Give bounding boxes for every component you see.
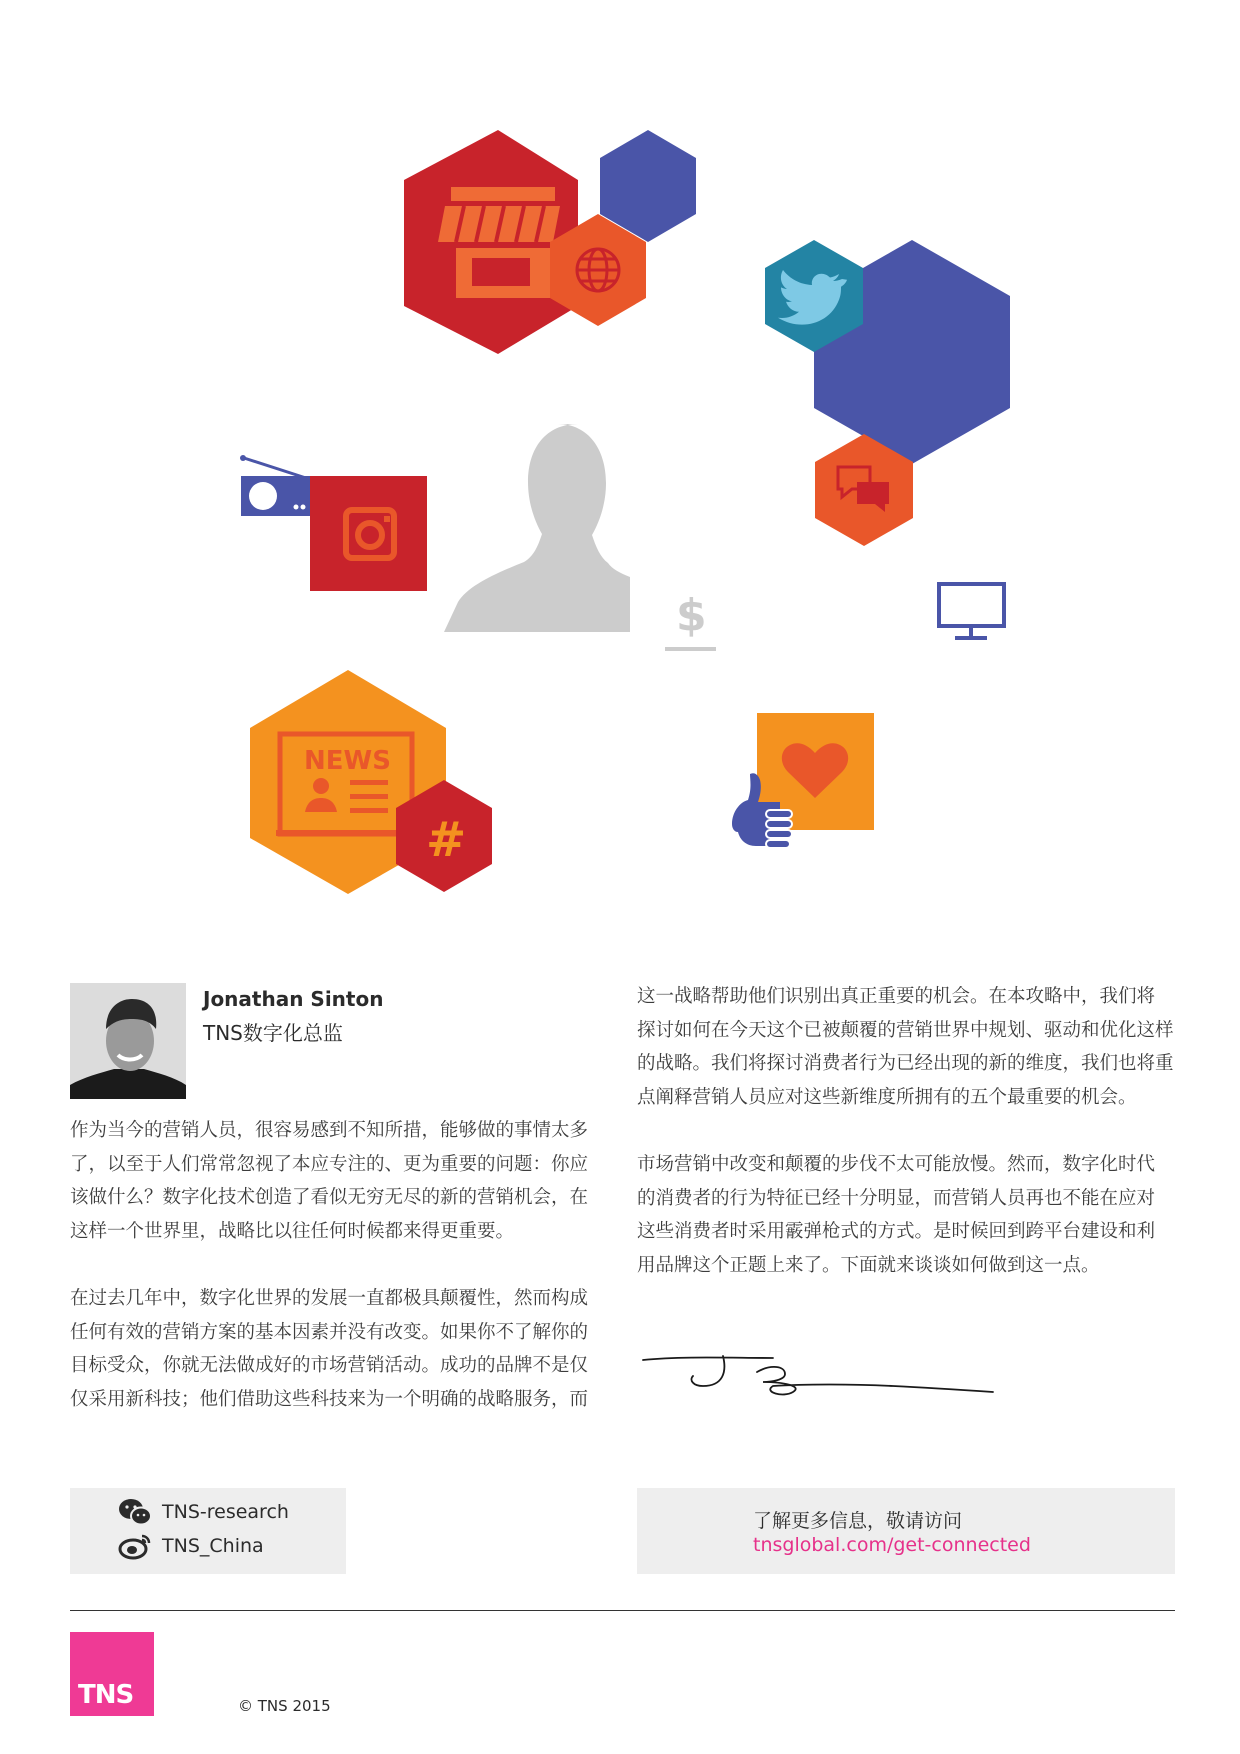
text-line: 该做什么？数字化技术创造了看似无穷无尽的新的营销机会，在 (70, 1187, 589, 1208)
text-line: 市场营销中改变和颠覆的步伐不太可能放慢。然而，数字化时代 (637, 1154, 1156, 1175)
author-photo (70, 983, 186, 1099)
website-link[interactable]: tnsglobal.com/get-connected (753, 1534, 1031, 1556)
left-paragraph-1 (70, 1114, 600, 1248)
text-line: 的消费者的行为特征已经十分明显，而营销人员再也不能在应对 (637, 1187, 1156, 1209)
wechat-row[interactable] (118, 1498, 289, 1526)
text-line: 仅采用新科技；他们借助这些科技来为一个明确的战略服务，而 (70, 1388, 589, 1410)
monitor-icon (939, 584, 1004, 638)
weibo-handle: TNS_China (162, 1535, 264, 1557)
text-line: 点阐释营销人员应对这些新维度所拥有的五个最重要的机会。 (637, 1086, 1137, 1108)
hashtag-icon: # (426, 812, 467, 868)
right-paragraph-1 (637, 980, 1177, 1114)
text-line: 作为当今的营销人员，很容易感到不知所措，能够做的事情太多 (70, 1120, 589, 1141)
tns-logo (70, 1632, 154, 1716)
person-silhouette (444, 424, 716, 651)
signature (637, 1342, 997, 1408)
radio-instagram-group (240, 455, 427, 591)
left-paragraph-2 (70, 1282, 600, 1416)
store-hexagon-group (404, 130, 696, 354)
dollar-sign: $ (676, 590, 707, 641)
weibo-row[interactable] (118, 1532, 264, 1560)
wechat-icon (118, 1498, 152, 1526)
twitter-hexagon-group (765, 240, 1010, 546)
social-box (70, 1488, 346, 1574)
weibo-icon (118, 1532, 152, 1560)
radio-icon (240, 455, 311, 516)
footer-divider (70, 1610, 1175, 1611)
copyright: © TNS 2015 (238, 1697, 331, 1715)
tns-logo-text: TNS (78, 1680, 134, 1710)
info-box (637, 1488, 1175, 1574)
text-line: 这些消费者时采用霰弹枪式的方式。是时候回到跨平台建设和利 (637, 1221, 1156, 1242)
author-name: Jonathan Sinton (203, 987, 384, 1011)
text-line: 了，以至于人们常常忽视了本应专注的、更为重要的问题：你应 (70, 1153, 589, 1175)
text-line: 目标受众，你就无法做成好的市场营销活动。成功的品牌不是仅 (70, 1355, 589, 1376)
text-line: 这一战略帮助他们识别出真正重要的机会。在本攻略中，我们将 (637, 986, 1156, 1007)
text-line: 的战略。我们将探讨消费者行为已经出现的新的维度，我们也将重 (637, 1053, 1174, 1074)
text-line: 探讨如何在今天这个已被颠覆的营销世界中规划、驱动和优化这样 (637, 1019, 1174, 1041)
info-text: 了解更多信息，敬请访问 (753, 1510, 963, 1532)
svg-text:NEWS: NEWS (304, 746, 391, 776)
text-line: 在过去几年中，数字化世界的发展一直都极具颠覆性，然而构成 (70, 1288, 589, 1309)
news-hexagon-group (250, 670, 492, 894)
wechat-handle: TNS-research (162, 1501, 289, 1523)
instagram-square (310, 476, 427, 591)
text-line: 这样一个世界里，战略比以往任何时候都来得更重要。 (70, 1220, 515, 1242)
right-paragraph-2 (637, 1148, 1177, 1282)
author-title: TNS数字化总监 (203, 1021, 343, 1045)
like-group (732, 713, 874, 848)
text-line: 任何有效的营销方案的基本因素并没有改变。如果你不了解你的 (70, 1321, 589, 1343)
text-line: 用品牌这个正题上来了。下面就来谈谈如何做到这一点。 (637, 1254, 1100, 1276)
